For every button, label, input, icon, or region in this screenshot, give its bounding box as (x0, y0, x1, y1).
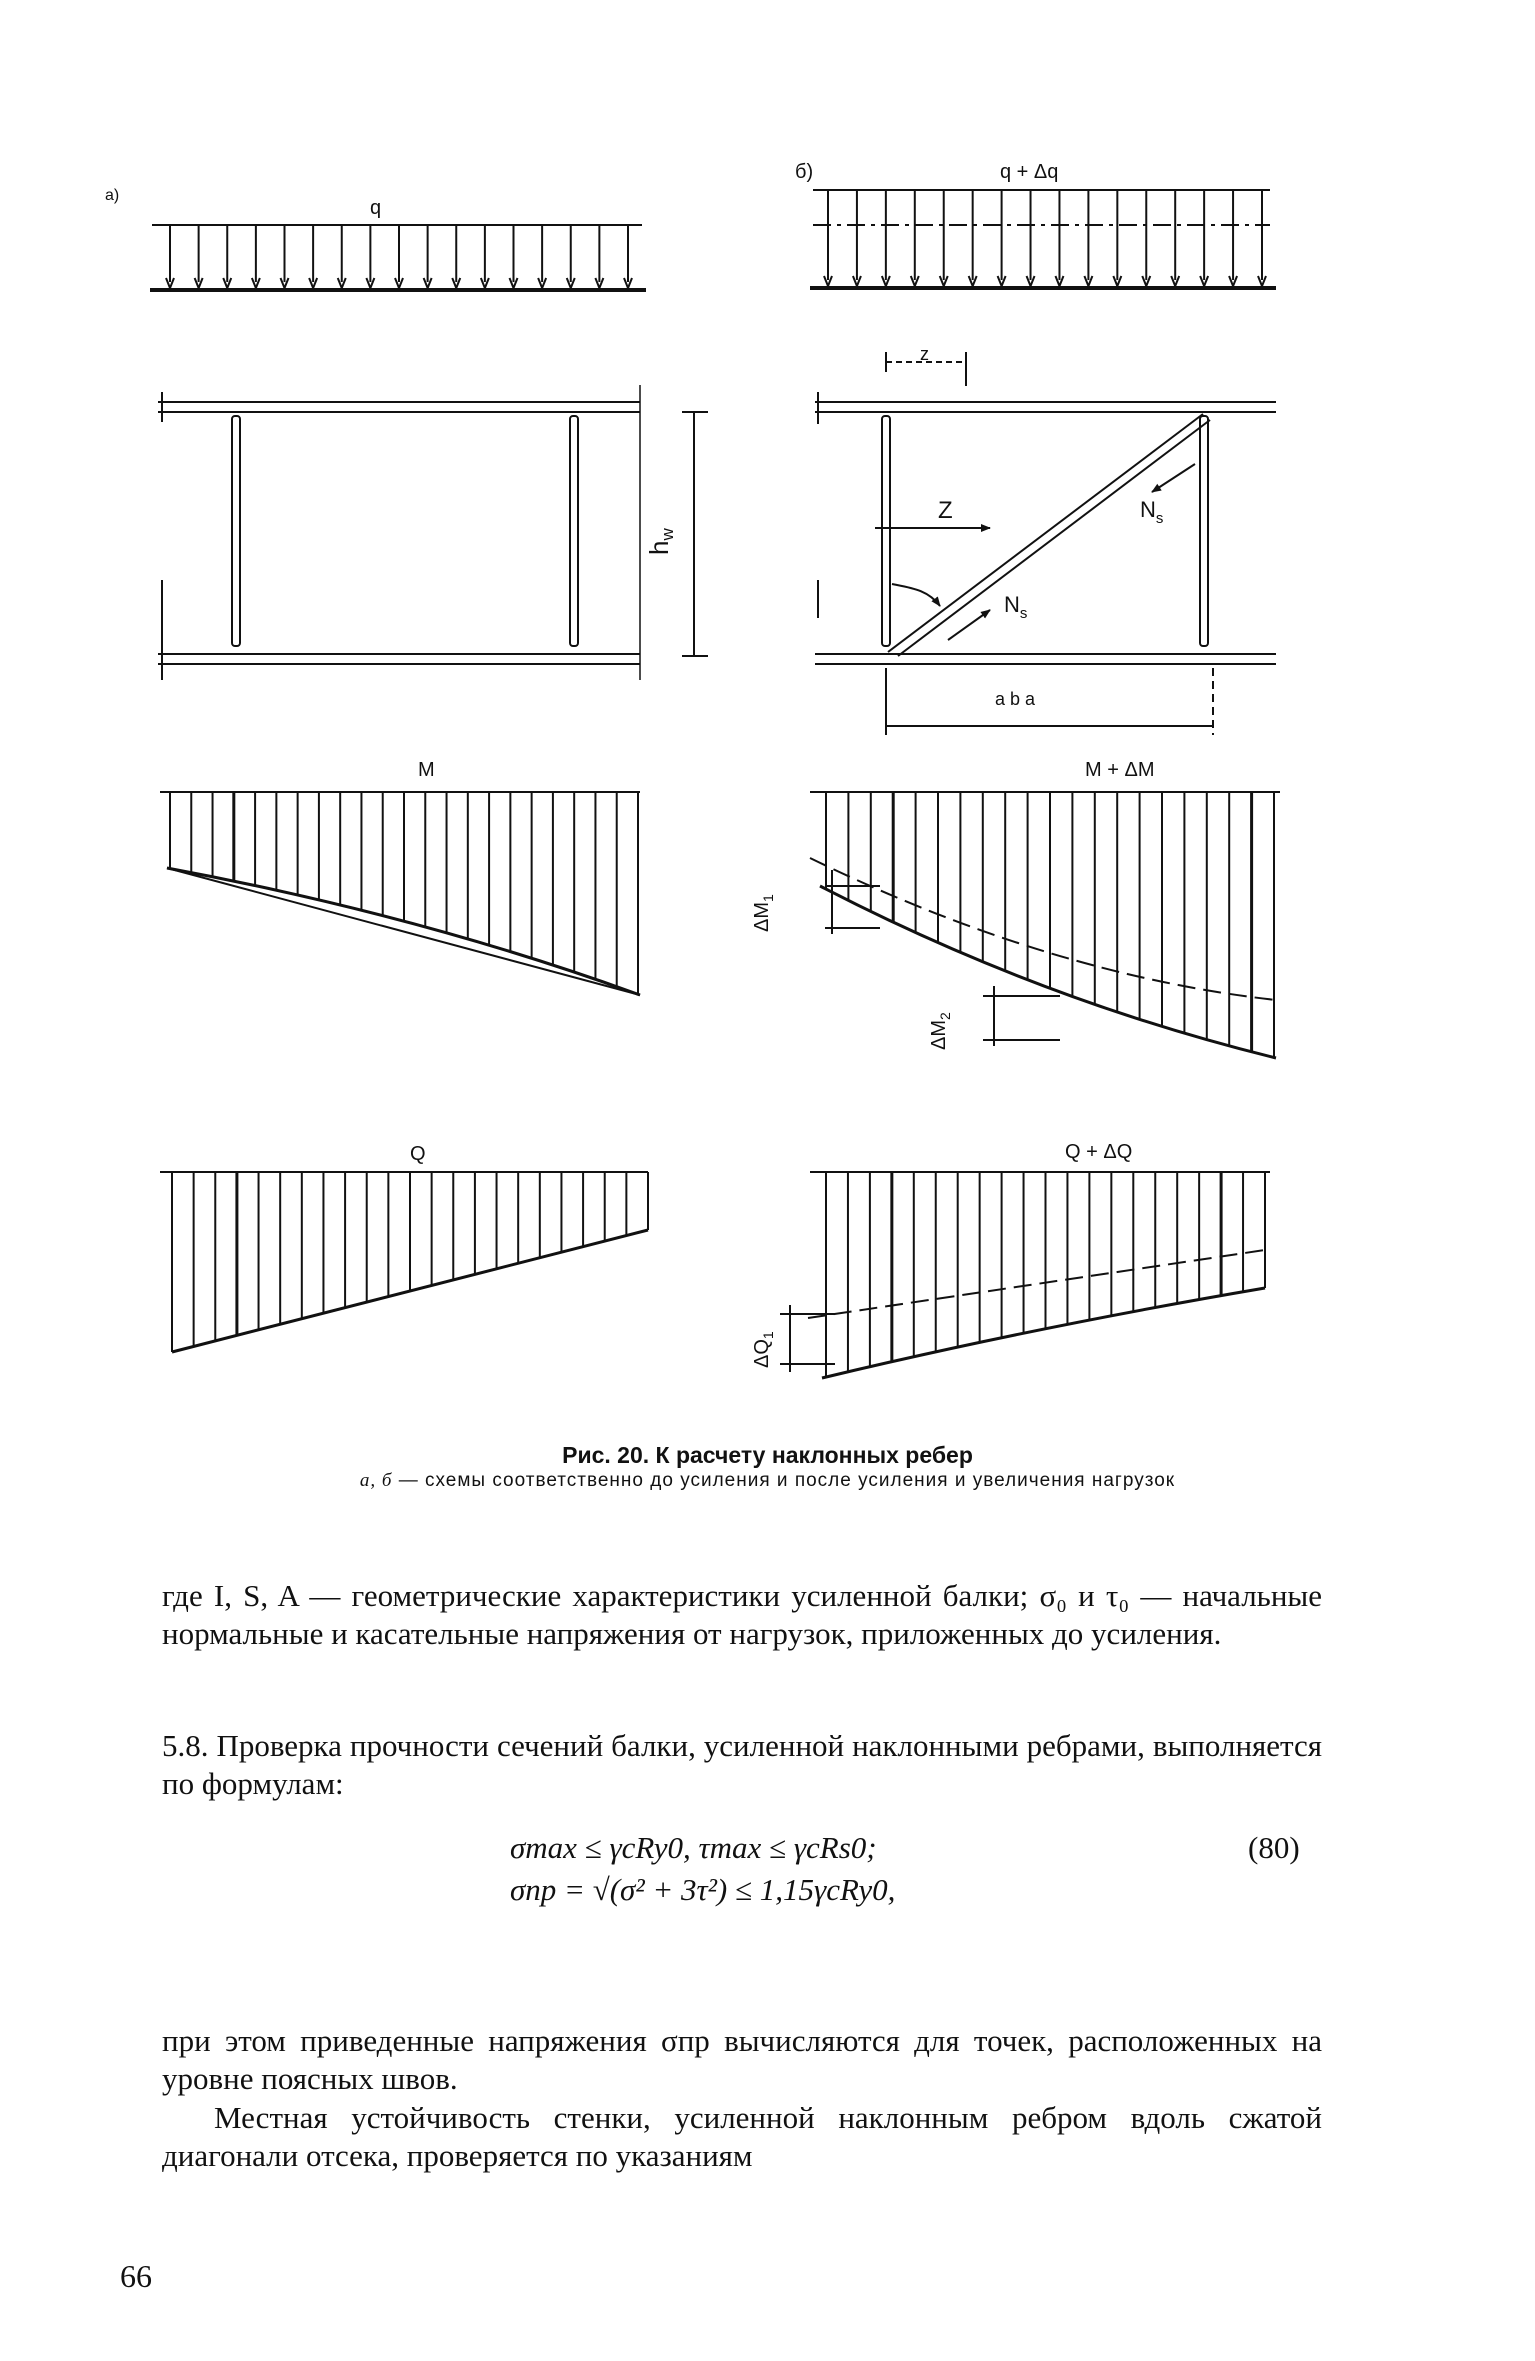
m-label-b: M + ΔM (1085, 759, 1155, 781)
m-diagram-a (160, 792, 640, 995)
z-dimension-label: z (920, 344, 929, 364)
beam-panel-b (815, 352, 1276, 735)
beam-panel-a (158, 385, 708, 680)
q-label-a: Q (410, 1143, 426, 1165)
m-diagram-b (810, 792, 1280, 1058)
paragraph-definitions: где I, S, A — геометрические характеристики усиленной балки; σ₀ и τ₀ — начальные нормальные и касательные напряжения от нагрузок, приложенных до усиления. (162, 1578, 1322, 1651)
ns-label-lower: $N_s$ (1004, 592, 1028, 622)
dm1-label: $\Delta M_1$ (751, 894, 776, 932)
label-a: а) (105, 187, 120, 204)
load-arrows-b (824, 190, 1266, 286)
formula-number: (80) (1248, 1830, 1300, 1865)
load-label-a: q (370, 197, 382, 219)
load-label-b: q + Δq (1000, 161, 1059, 183)
load-arrows-a (166, 225, 632, 288)
paragraph-reduced-stress: при этом приведенные напряжения σпр вычисляются для точек, расположенных на уровне поясных швов. (162, 2023, 1322, 2096)
hw-label: hw (644, 528, 677, 555)
formula-80-line-2: σпр = √(σ² + 3τ²) ≤ 1,15γcRy0, (510, 1872, 896, 1907)
q-diagram-a (160, 1172, 648, 1352)
figure-caption-title: Рис. 20. К расчету наклонных ребер (562, 1442, 973, 1468)
label-b: б) (795, 161, 814, 183)
formula-80-line-1: σmax ≤ γcRy0, τmax ≤ γcRs0; (510, 1830, 877, 1865)
dq1-label: $\Delta Q_1$ (751, 1331, 776, 1368)
m-label-a: M (418, 759, 435, 781)
paragraph-5-8: 5.8. Проверка прочности сечений балки, усиленной наклонными ребрами, выполняется по формулам: (162, 1728, 1322, 1801)
z-force-label: Z (938, 497, 953, 524)
q-diagram-b (780, 1172, 1270, 1378)
dm2-label: $\Delta M_2$ (928, 1012, 953, 1050)
figure-caption-subtitle: а, б — схемы соответственно до усиления и после усиления и увеличения нагрузок (359, 1470, 1176, 1491)
aba-dimension-label: a b a (995, 689, 1036, 709)
paragraph-local-stability: Местная устойчивость стенки, усиленной наклонным ребром вдоль сжатой диагонали отсека, проверяется по указаниям (162, 2100, 1322, 2173)
q-label-b: Q + ΔQ (1065, 1141, 1133, 1163)
page-number: 66 (120, 2258, 152, 2294)
ns-label-upper: $N_s$ (1140, 497, 1164, 527)
